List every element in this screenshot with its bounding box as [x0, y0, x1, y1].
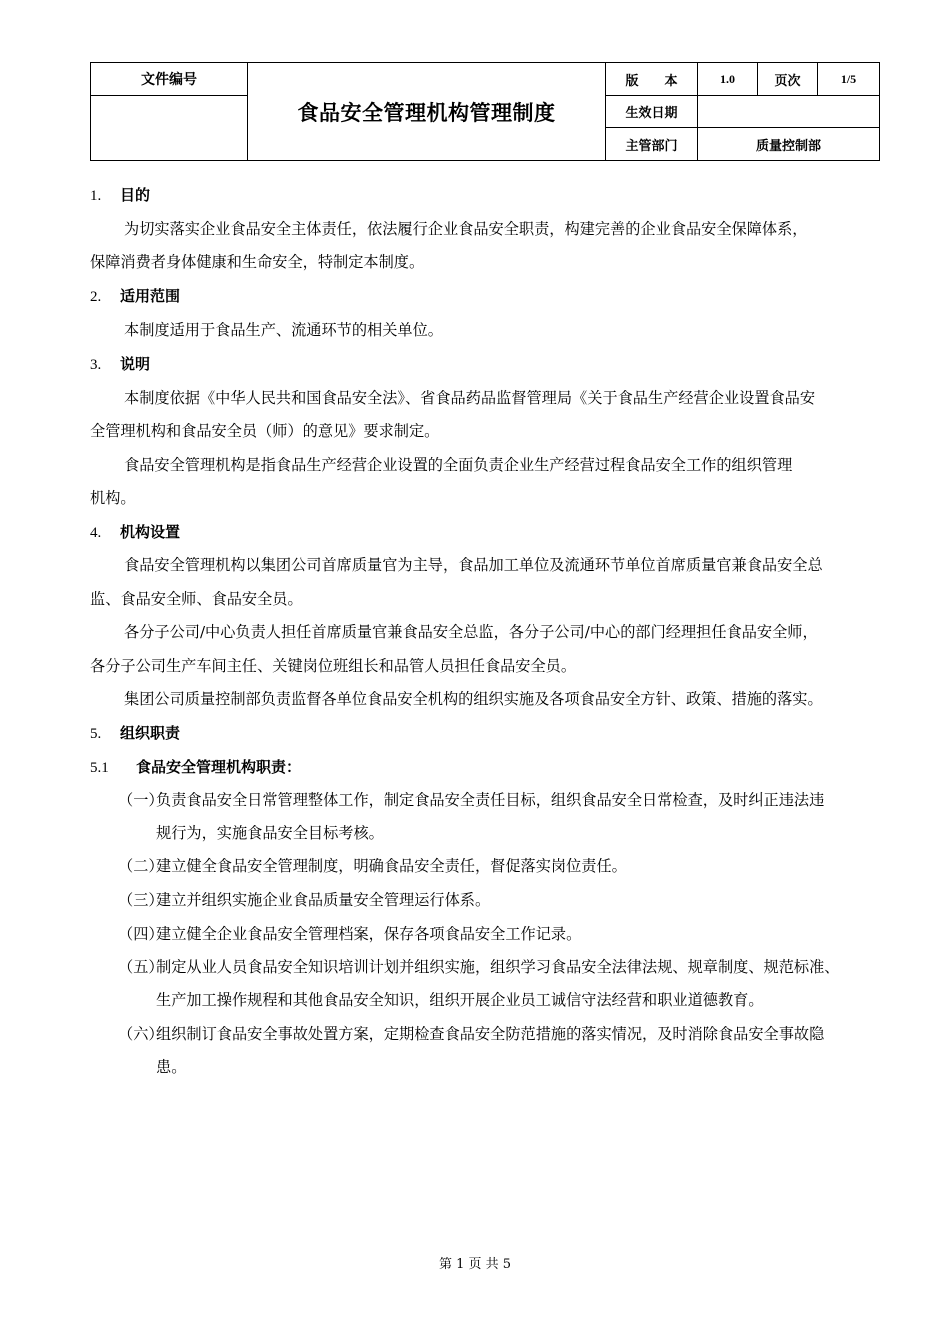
paragraph-line: 各分子公司/中心负责人担任首席质量官兼食品安全总监，各分子公司/中心的部门经理担任食品安全师，	[124, 623, 818, 641]
page-value: 1/5	[818, 63, 880, 96]
section-4-heading	[90, 522, 180, 543]
list-item	[118, 890, 490, 910]
section-title: 目的	[120, 186, 151, 204]
list-item	[118, 1024, 824, 1044]
section-title: 适用范围	[120, 287, 181, 305]
list-item	[118, 957, 839, 977]
section-number: 2.	[90, 289, 102, 305]
list-item-text: 负责食品安全日常管理整体工作，制定食品安全责任目标，组织食品安全日常检查，及时纠正违法违	[156, 791, 825, 809]
list-item-text: 组织制订食品安全事故处置方案，定期检查食品安全防范措施的落实情况，及时消除食品安全事故隐	[156, 1025, 825, 1043]
list-item	[118, 924, 581, 944]
section-5-heading	[90, 723, 180, 744]
list-marker: （二）	[118, 857, 164, 875]
paragraph-line: 本制度适用于食品生产、流通环节的相关单位。	[124, 321, 443, 339]
subsection-5-1-heading	[90, 757, 301, 778]
paragraph-line: 保障消费者身体健康和生命安全，特制定本制度。	[90, 253, 425, 271]
document-header-table	[90, 62, 880, 161]
paragraph-line: 监、食品安全师、食品安全员。	[90, 590, 303, 608]
list-marker: （三）	[118, 891, 164, 909]
list-item-text: 建立健全食品安全管理制度，明确食品安全责任，督促落实岗位责任。	[156, 857, 627, 875]
list-marker: （四）	[118, 925, 164, 943]
document-title: 食品安全管理机构管理制度	[248, 63, 606, 161]
page-footer: 第 1 页 共 5	[438, 1257, 512, 1272]
paragraph-line: 本制度依据《中华人民共和国食品安全法》、省食品药品监督管理局《关于食品生产经营企业设置食品安	[124, 389, 816, 407]
paragraph-line: 各分子公司生产车间主任、关键岗位班组长和品管人员担任食品安全员。	[90, 657, 576, 675]
section-3-heading	[90, 354, 150, 375]
doc-number-label: 文件编号	[91, 63, 248, 96]
section-number: 1.	[90, 188, 102, 204]
version-label: 版 本	[606, 63, 698, 96]
dept-label: 主管部门	[606, 128, 698, 161]
section-title: 机构设置	[120, 523, 181, 541]
effective-date-value	[698, 96, 880, 128]
list-item	[118, 790, 824, 810]
paragraph-line: 机构。	[90, 489, 136, 507]
section-number: 3.	[90, 357, 102, 373]
section-number: 4.	[90, 525, 102, 541]
section-title: 说明	[120, 355, 151, 373]
list-item-continuation: 规行为，实施食品安全目标考核。	[156, 824, 384, 842]
section-title: 组织职责	[120, 724, 181, 742]
version-value: 1.0	[698, 63, 758, 96]
page-label: 页次	[758, 63, 818, 96]
list-item-text: 建立健全企业食品安全管理档案，保存各项食品安全工作记录。	[156, 925, 582, 943]
list-item	[118, 856, 627, 876]
list-item-continuation: 患。	[156, 1058, 187, 1076]
dept-value: 质量控制部	[698, 128, 880, 161]
list-item-text: 建立并组织实施企业食品质量安全管理运行体系。	[156, 891, 491, 909]
paragraph-line: 为切实落实企业食品安全主体责任，依法履行企业食品安全职责，构建完善的企业食品安全保障体系，	[124, 220, 808, 238]
list-marker: （五）	[118, 958, 164, 976]
paragraph-line: 全管理机构和食品安全员（师）的意见》要求制定。	[90, 422, 440, 440]
doc-number-value	[91, 96, 248, 161]
section-number: 5.	[90, 726, 102, 742]
section-2-heading	[90, 286, 180, 307]
effective-date-label: 生效日期	[606, 96, 698, 128]
paragraph-line: 食品安全管理机构是指食品生产经营企业设置的全面负责企业生产经营过程食品安全工作的组织管理	[124, 456, 793, 474]
list-marker: （六）	[118, 1025, 164, 1043]
paragraph-line: 食品安全管理机构以集团公司首席质量官为主导，食品加工单位及流通环节单位首席质量官兼食品安全总	[124, 556, 823, 574]
subsection-number: 5.1	[90, 760, 109, 776]
section-1-heading	[90, 185, 150, 206]
list-item-continuation: 生产加工操作规程和其他食品安全知识，组织开展企业员工诚信守法经营和职业道德教育。	[156, 991, 764, 1009]
list-marker: （一）	[118, 791, 164, 809]
list-item-text: 制定从业人员食品安全知识培训计划并组织实施，组织学习食品安全法律法规、规章制度、规范标准、	[156, 958, 840, 976]
paragraph-line: 集团公司质量控制部负责监督各单位食品安全机构的组织实施及各项食品安全方针、政策、措施的落实。	[124, 690, 823, 708]
subsection-title: 食品安全管理机构职责：	[136, 758, 302, 776]
